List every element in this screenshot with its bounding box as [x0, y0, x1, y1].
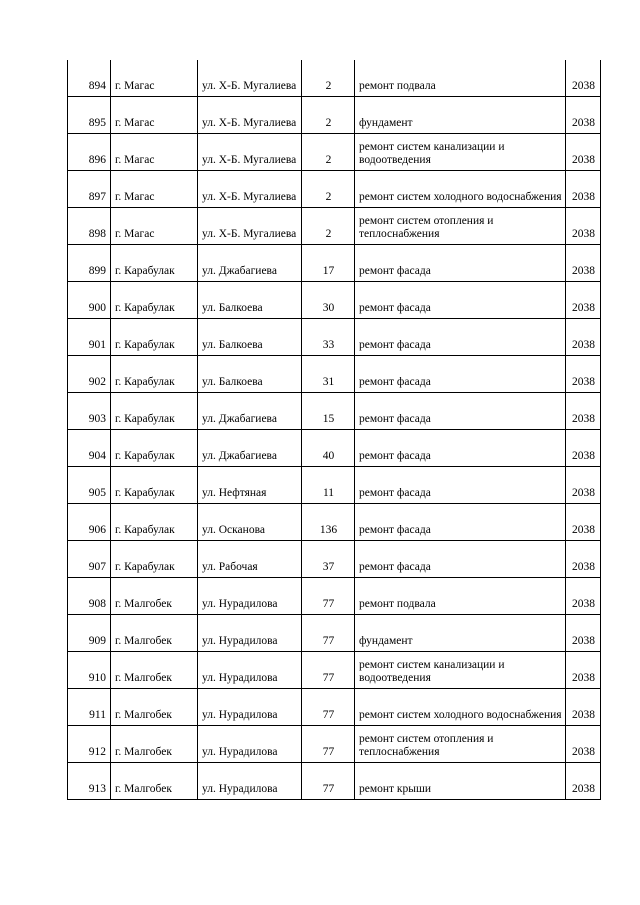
year-cell: 2038	[566, 60, 601, 97]
house-number-cell: 2	[302, 60, 355, 97]
year-cell: 2038	[566, 171, 601, 208]
year-cell: 2038	[566, 97, 601, 134]
house-number-cell: 15	[302, 393, 355, 430]
work-type-cell: ремонт систем отопления и теплоснабжения	[355, 726, 566, 763]
street-cell: ул. Нефтяная	[198, 467, 302, 504]
house-number-cell: 2	[302, 97, 355, 134]
work-type-cell: ремонт фасада	[355, 541, 566, 578]
year-cell: 2038	[566, 763, 601, 800]
work-type-cell: фундамент	[355, 97, 566, 134]
city-cell: г. Малгобек	[111, 578, 198, 615]
work-type-cell: ремонт фасада	[355, 356, 566, 393]
year-cell: 2038	[566, 356, 601, 393]
city-cell: г. Магас	[111, 97, 198, 134]
table-row	[68, 134, 601, 171]
table-row	[68, 245, 601, 282]
street-cell: ул. Балкоева	[198, 282, 302, 319]
year-cell: 2038	[566, 393, 601, 430]
house-number-cell: 2	[302, 171, 355, 208]
house-number-cell: 17	[302, 245, 355, 282]
city-cell: г. Карабулак	[111, 504, 198, 541]
street-cell: ул. Х-Б. Мугалиева	[198, 208, 302, 245]
work-type-cell: ремонт фасада	[355, 430, 566, 467]
row-number-cell: 901	[68, 319, 111, 356]
year-cell: 2038	[566, 208, 601, 245]
row-number-cell: 899	[68, 245, 111, 282]
city-cell: г. Карабулак	[111, 430, 198, 467]
table-row	[68, 726, 601, 763]
house-number-cell: 2	[302, 134, 355, 171]
row-number-cell: 908	[68, 578, 111, 615]
year-cell: 2038	[566, 282, 601, 319]
house-number-cell: 77	[302, 615, 355, 652]
house-number-cell: 77	[302, 689, 355, 726]
work-type-cell: ремонт крыши	[355, 763, 566, 800]
work-type-cell: ремонт подвала	[355, 578, 566, 615]
year-cell: 2038	[566, 504, 601, 541]
street-cell: ул. Джабагиева	[198, 245, 302, 282]
work-type-cell: ремонт систем отопления и теплоснабжения	[355, 208, 566, 245]
table-row	[68, 689, 601, 726]
table-row	[68, 615, 601, 652]
house-number-cell: 30	[302, 282, 355, 319]
city-cell: г. Карабулак	[111, 541, 198, 578]
house-number-cell: 11	[302, 467, 355, 504]
year-cell: 2038	[566, 319, 601, 356]
repair-schedule-table	[67, 60, 601, 800]
street-cell: ул. Нурадилова	[198, 763, 302, 800]
row-number-cell: 897	[68, 171, 111, 208]
table-row	[68, 652, 601, 689]
city-cell: г. Малгобек	[111, 763, 198, 800]
city-cell: г. Карабулак	[111, 467, 198, 504]
table-row	[68, 60, 601, 97]
street-cell: ул. Х-Б. Мугалиева	[198, 60, 302, 97]
house-number-cell: 31	[302, 356, 355, 393]
house-number-cell: 77	[302, 726, 355, 763]
table-row	[68, 430, 601, 467]
house-number-cell: 2	[302, 208, 355, 245]
year-cell: 2038	[566, 689, 601, 726]
city-cell: г. Магас	[111, 171, 198, 208]
city-cell: г. Карабулак	[111, 245, 198, 282]
street-cell: ул. Х-Б. Мугалиева	[198, 97, 302, 134]
city-cell: г. Малгобек	[111, 652, 198, 689]
row-number-cell: 903	[68, 393, 111, 430]
work-type-cell: ремонт фасада	[355, 282, 566, 319]
row-number-cell: 913	[68, 763, 111, 800]
work-type-cell: ремонт фасада	[355, 504, 566, 541]
city-cell: г. Карабулак	[111, 393, 198, 430]
table-row	[68, 171, 601, 208]
row-number-cell: 894	[68, 60, 111, 97]
row-number-cell: 904	[68, 430, 111, 467]
row-number-cell: 905	[68, 467, 111, 504]
street-cell: ул. Балкоева	[198, 356, 302, 393]
street-cell: ул. Нурадилова	[198, 689, 302, 726]
row-number-cell: 898	[68, 208, 111, 245]
work-type-cell: ремонт фасада	[355, 393, 566, 430]
year-cell: 2038	[566, 615, 601, 652]
work-type-cell: ремонт фасада	[355, 467, 566, 504]
year-cell: 2038	[566, 467, 601, 504]
city-cell: г. Карабулак	[111, 282, 198, 319]
house-number-cell: 40	[302, 430, 355, 467]
work-type-cell: ремонт систем канализации и водоотведения	[355, 652, 566, 689]
work-type-cell: ремонт систем холодного водоснабжения	[355, 171, 566, 208]
work-type-cell: фундамент	[355, 615, 566, 652]
year-cell: 2038	[566, 578, 601, 615]
row-number-cell: 896	[68, 134, 111, 171]
street-cell: ул. Джабагиева	[198, 430, 302, 467]
year-cell: 2038	[566, 652, 601, 689]
row-number-cell: 895	[68, 97, 111, 134]
year-cell: 2038	[566, 134, 601, 171]
street-cell: ул. Балкоева	[198, 319, 302, 356]
city-cell: г. Магас	[111, 134, 198, 171]
street-cell: ул. Х-Б. Мугалиева	[198, 171, 302, 208]
city-cell: г. Магас	[111, 60, 198, 97]
city-cell: г. Малгобек	[111, 689, 198, 726]
table-row	[68, 763, 601, 800]
street-cell: ул. Джабагиева	[198, 393, 302, 430]
city-cell: г. Карабулак	[111, 319, 198, 356]
house-number-cell: 77	[302, 652, 355, 689]
work-type-cell: ремонт систем холодного водоснабжения	[355, 689, 566, 726]
row-number-cell: 900	[68, 282, 111, 319]
street-cell: ул. Х-Б. Мугалиева	[198, 134, 302, 171]
row-number-cell: 902	[68, 356, 111, 393]
house-number-cell: 77	[302, 578, 355, 615]
city-cell: г. Малгобек	[111, 615, 198, 652]
table-row	[68, 356, 601, 393]
row-number-cell: 912	[68, 726, 111, 763]
table-row	[68, 319, 601, 356]
house-number-cell: 37	[302, 541, 355, 578]
street-cell: ул. Нурадилова	[198, 615, 302, 652]
year-cell: 2038	[566, 245, 601, 282]
work-type-cell: ремонт фасада	[355, 319, 566, 356]
year-cell: 2038	[566, 726, 601, 763]
city-cell: г. Магас	[111, 208, 198, 245]
city-cell: г. Карабулак	[111, 356, 198, 393]
street-cell: ул. Осканова	[198, 504, 302, 541]
street-cell: ул. Нурадилова	[198, 652, 302, 689]
street-cell: ул. Нурадилова	[198, 726, 302, 763]
work-type-cell: ремонт фасада	[355, 245, 566, 282]
row-number-cell: 907	[68, 541, 111, 578]
table-row	[68, 282, 601, 319]
city-cell: г. Малгобек	[111, 726, 198, 763]
row-number-cell: 909	[68, 615, 111, 652]
table-row	[68, 504, 601, 541]
table-row	[68, 541, 601, 578]
work-type-cell: ремонт систем канализации и водоотведения	[355, 134, 566, 171]
table-row	[68, 467, 601, 504]
table-row	[68, 208, 601, 245]
house-number-cell: 77	[302, 763, 355, 800]
house-number-cell: 136	[302, 504, 355, 541]
year-cell: 2038	[566, 430, 601, 467]
row-number-cell: 906	[68, 504, 111, 541]
table-row	[68, 393, 601, 430]
row-number-cell: 911	[68, 689, 111, 726]
row-number-cell: 910	[68, 652, 111, 689]
table-row	[68, 578, 601, 615]
street-cell: ул. Рабочая	[198, 541, 302, 578]
year-cell: 2038	[566, 541, 601, 578]
table-body	[68, 60, 601, 800]
house-number-cell: 33	[302, 319, 355, 356]
street-cell: ул. Нурадилова	[198, 578, 302, 615]
work-type-cell: ремонт подвала	[355, 60, 566, 97]
table-row	[68, 97, 601, 134]
